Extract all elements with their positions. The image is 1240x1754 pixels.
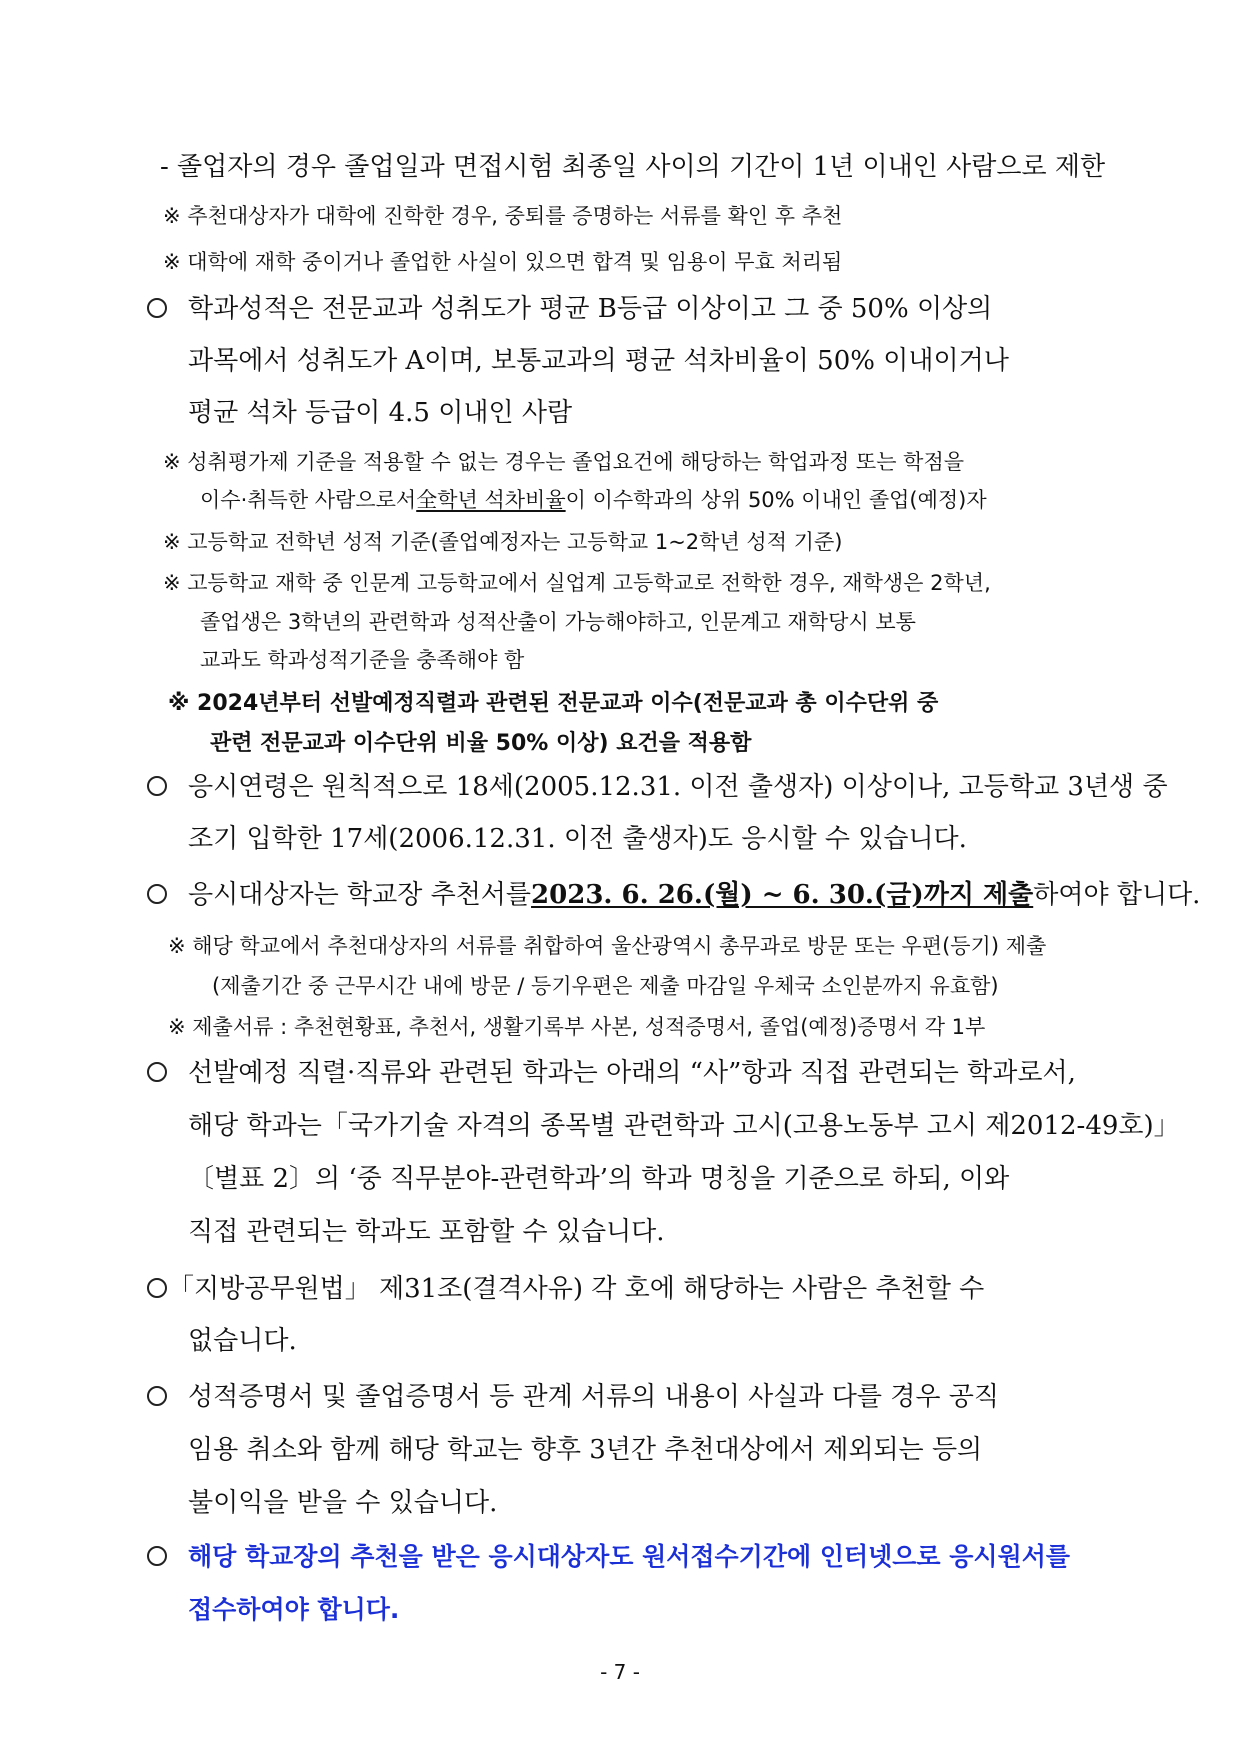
text: ※ 2024년부터 선발예정직렬과 관련된 전문교과 이수(전문교과 총 이수단위 중 [168, 691, 939, 716]
text: (제출기간 중 근무시간 내에 방문 / 등기우편은 제출 마감일 우체국 소인분까지 유효함) [212, 974, 999, 998]
age-line-2 [188, 826, 967, 852]
bullet-circle-icon [147, 1546, 167, 1566]
online-application-line-1 [188, 1544, 1123, 1569]
departments-line-1 [188, 1060, 1123, 1086]
underlined-text: 全학년 석차비율 [416, 488, 566, 512]
departments-line-4 [188, 1219, 665, 1245]
text: - 졸업자의 경우 졸업일과 면접시험 최종일 사이의 기간이 1년 이내인 사람으로 제한 [160, 152, 1106, 182]
note-submission-method-line-1 [168, 936, 1118, 957]
note-submission-method-line-2 [212, 976, 999, 997]
grades-line-3 [188, 400, 572, 426]
text: 성적증명서 및 졸업증명서 등 관계 서류의 내용이 사실과 다를 경우 공직 [188, 1382, 1000, 1412]
text: 과목에서 성취도가 A이며, 보통교과의 평균 석차비율이 50% 이내이거나 [188, 346, 1009, 376]
age-line-1 [188, 772, 1168, 802]
disqualification-line-2 [188, 1328, 297, 1354]
grades-line-1 [188, 296, 1123, 322]
false-documents-line-1 [188, 1384, 1123, 1410]
text: 선발예정 직렬·직류와 관련된 학과는 아래의 “사”항과 직접 관련되는 학과로서, [188, 1058, 1076, 1088]
note-grade-basis-line [163, 532, 842, 553]
text: 조기 입학한 17세(2006.12.31. 이전 출생자)도 응시할 수 있습니다. [188, 824, 967, 854]
text: ※ 대학에 재학 중이거나 졸업한 사실이 있으면 합격 및 임용이 무효 처리됨 [163, 250, 843, 274]
text: 직접 관련되는 학과도 포함할 수 있습니다. [188, 1217, 665, 1247]
text: 교과도 학과성적기준을 충족해야 함 [200, 648, 525, 672]
text: ※ 고등학교 재학 중 인문계 고등학교에서 실업계 고등학교로 전학한 경우, 재학생은 2학년, [163, 571, 991, 595]
note-dropout-line [163, 206, 1038, 227]
text: 응시연령은 원칙적으로 18세(2005.12.31. 이전 출생자) 이상이나, 고등학교 3년생 중 [188, 772, 1168, 802]
submission-line [188, 880, 1201, 910]
graduate-limit-line [160, 154, 1125, 180]
note-transfer-line-1 [163, 573, 1123, 594]
text: 하여야 합니다. [1033, 880, 1201, 910]
bullet-circle-icon [147, 1062, 167, 1082]
bullet-circle-icon [147, 776, 167, 796]
page-number: - 7 - [600, 1660, 640, 1684]
bullet-circle-icon [147, 298, 167, 318]
text: 접수하여야 합니다. [188, 1595, 400, 1624]
text: ※ 성취평가제 기준을 적용할 수 없는 경우는 졸업요건에 해당하는 학업과정 또는 학점을 [163, 450, 965, 474]
bullet-circle-icon [147, 884, 167, 904]
departments-line-3 [188, 1166, 1123, 1192]
text: 해당 학교장의 추천을 받은 응시대상자도 원서접수기간에 인터넷으로 응시원서를 [188, 1542, 1071, 1571]
grades-line-2 [188, 348, 1123, 374]
note-enrolled-invalid-line [163, 252, 1043, 273]
text: ※ 제출서류 : 추천현황표, 추천서, 생활기록부 사본, 성적증명서, 졸업(예정)증명서 각 1부 [168, 1015, 986, 1039]
false-documents-line-3 [188, 1490, 497, 1516]
note-2024-line-1 [168, 693, 1123, 715]
text: ※ 고등학교 전학년 성적 기준(졸업예정자는 고등학교 1~2학년 성적 기준) [163, 530, 843, 554]
text: 임용 취소와 함께 해당 학교는 향후 3년간 추천대상에서 제외되는 등의 [188, 1435, 983, 1465]
text: 이수·취득한 사람으로서 [200, 488, 417, 512]
text: 관련 전문교과 이수단위 비율 50% 이상) 요건을 적용함 [210, 731, 752, 756]
text: 「지방공무원법」 제31조(결격사유) 각 호에 해당하는 사람은 추천할 수 [168, 1274, 985, 1304]
note-transfer-line-2 [200, 612, 1123, 633]
note-2024-line-2 [210, 733, 751, 755]
text: ※ 추천대상자가 대학에 진학한 경우, 중퇴를 증명하는 서류를 확인 후 추천 [163, 204, 843, 228]
note-achievement-line-2 [200, 490, 1123, 511]
text: 해당 학과는「국가기술 자격의 종목별 관련학과 고시(고용노동부 고시 제2012-49호)」 [188, 1111, 1180, 1141]
disqualification-line-1 [168, 1276, 1123, 1302]
departments-line-2 [188, 1111, 1180, 1141]
text: 이 이수학과의 상위 50% 이내인 졸업(예정)자 [565, 488, 987, 512]
false-documents-line-2 [188, 1437, 1123, 1463]
deadline-text: 2023. 6. 26.(월) ~ 6. 30.(금)까지 제출 [531, 880, 1034, 910]
bullet-circle-icon [147, 1278, 167, 1298]
bullet-circle-icon [147, 1386, 167, 1406]
text: 〔별표 2〕의 ‘중 직무분야-관련학과’의 학과 명칭을 기준으로 하되, 이와 [188, 1164, 1010, 1194]
text: ※ 해당 학교에서 추천대상자의 서류를 취합하여 울산광역시 총무과로 방문 또는 우편(등기) 제출 [168, 934, 1047, 958]
note-transfer-line-3 [200, 650, 524, 671]
note-achievement-line-1 [163, 452, 1123, 473]
online-application-line-2 [188, 1597, 399, 1622]
text: 학과성적은 전문교과 성취도가 평균 B등급 이상이고 그 중 50% 이상의 [188, 294, 993, 324]
text: 평균 석차 등급이 4.5 이내인 사람 [188, 398, 573, 428]
text: 응시대상자는 학교장 추천서를 [188, 880, 532, 910]
text: 불이익을 받을 수 있습니다. [188, 1488, 498, 1518]
text: 없습니다. [188, 1326, 297, 1356]
note-documents-line [168, 1017, 985, 1038]
text: 졸업생은 3학년의 관련학과 성적산출이 가능해야하고, 인문계고 재학당시 보통 [200, 610, 916, 634]
